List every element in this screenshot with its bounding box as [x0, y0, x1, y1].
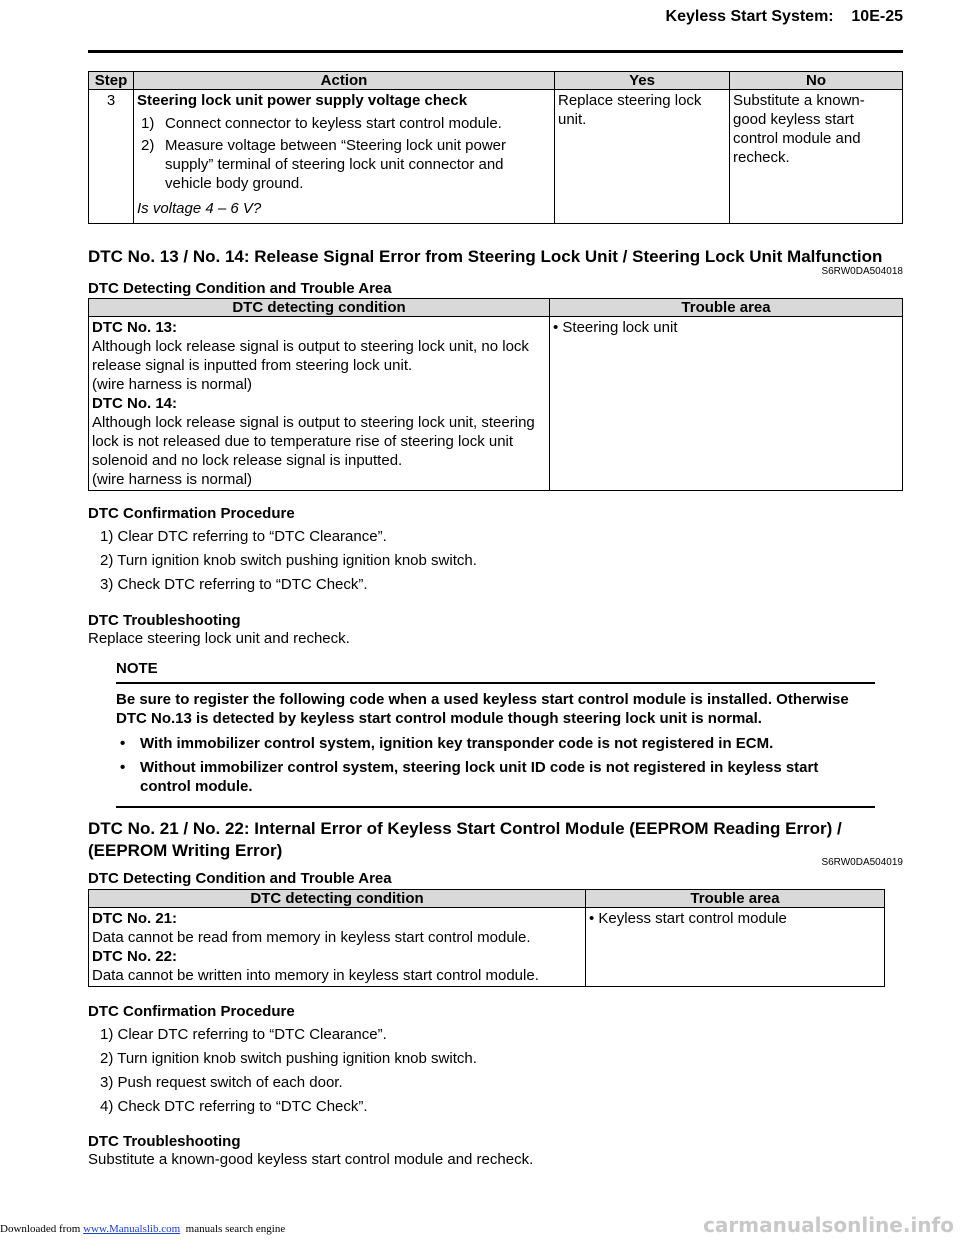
troubleshooting-title: DTC Troubleshooting	[88, 1133, 241, 1150]
step-table	[88, 71, 903, 224]
section-heading-dtc-21-22: DTC No. 21 / No. 22: Internal Error of Keyless Start Control Module (EEPROM Reading Error) / (EEPROM Writing Error)	[88, 819, 842, 860]
condition-cell	[89, 908, 586, 987]
note-box	[116, 659, 875, 808]
table-row	[89, 317, 903, 491]
trouble-area-cell: • Steering lock unit	[550, 317, 903, 491]
no-cell: Substitute a known-good keyless start control module and recheck.	[730, 90, 903, 224]
troubleshooting-text: Replace steering lock unit and recheck.	[88, 630, 350, 647]
column-header-condition: DTC detecting condition	[89, 299, 550, 317]
page-header	[88, 6, 903, 54]
note-intro: Be sure to register the following code when a used keyless start control module is installed. Otherwise DTC No.13 is detected by keyless start control module though steering lock unit is normal.	[116, 691, 849, 727]
list-item: 1) Clear DTC referring to “DTC Clearance”.	[100, 528, 387, 545]
action-steps	[141, 114, 551, 193]
list-item: 2) Measure voltage between “Steering lock unit power supply” terminal of steering lock unit connector and vehicle body ground.	[141, 137, 507, 192]
section-heading-dtc-13-14: DTC No. 13 / No. 14: Release Signal Error from Steering Lock Unit / Steering Lock Unit Malfunction	[88, 247, 883, 266]
column-header-action: Action	[134, 72, 555, 90]
table-row	[89, 908, 885, 987]
page-title: Keyless Start System: 10E-25	[665, 8, 903, 25]
manualslib-link[interactable]: www.Manualslib.com	[83, 1223, 181, 1235]
list-item: 4) Check DTC referring to “DTC Check”.	[100, 1098, 368, 1115]
column-header-yes: Yes	[555, 72, 730, 90]
column-header-trouble-area: Trouble area	[550, 299, 903, 317]
condition-note: (wire harness is normal)	[92, 376, 253, 393]
condition-text: Data cannot be read from memory in keyless start control module.	[92, 929, 531, 946]
watermark-logo: carmanualsonline.info	[703, 1213, 954, 1237]
list-item: • With immobilizer control system, ignition key transponder code is not registered in ECM.	[120, 735, 774, 752]
action-question: Is voltage 4 – 6 V?	[137, 200, 262, 217]
column-header-step: Step	[89, 72, 134, 90]
section-code: S6RW0DA504018	[821, 266, 903, 277]
list-item: 3) Push request switch of each door.	[100, 1074, 343, 1091]
list-item: 1) Clear DTC referring to “DTC Clearance”.	[100, 1026, 387, 1043]
condition-text: Although lock release signal is output to steering lock unit, no lock release signal is inputted from steering lock unit.	[92, 338, 529, 374]
condition-text: Although lock release signal is output to steering lock unit, steering lock is not released due to temperature rise of steering lock unit solenoid and no lock release signal is inputted.	[92, 414, 535, 469]
table-header-row	[89, 299, 903, 317]
yes-cell: Replace steering lock unit.	[555, 90, 730, 224]
sub-heading: DTC Detecting Condition and Trouble Area	[88, 280, 392, 297]
note-label: NOTE	[116, 660, 158, 677]
column-header-no: No	[730, 72, 903, 90]
confirmation-title: DTC Confirmation Procedure	[88, 1003, 295, 1020]
confirmation-title: DTC Confirmation Procedure	[88, 505, 295, 522]
dtc-condition-table	[88, 298, 903, 491]
list-item: 3) Check DTC referring to “DTC Check”.	[100, 576, 368, 593]
dtc-label: DTC No. 21:	[92, 910, 178, 927]
confirmation-steps	[100, 527, 477, 599]
troubleshooting-title: DTC Troubleshooting	[88, 612, 241, 629]
trouble-area-cell: • Keyless start control module	[586, 908, 885, 987]
list-item: 2) Turn ignition knob switch pushing ignition knob switch.	[100, 552, 477, 569]
header-rule	[88, 50, 903, 53]
footer-suffix: manuals search engine	[180, 1223, 286, 1235]
sub-heading: DTC Detecting Condition and Trouble Area	[88, 870, 392, 887]
action-cell	[134, 90, 555, 224]
table-header-row	[89, 890, 885, 908]
condition-note: (wire harness is normal)	[92, 471, 253, 488]
column-header-trouble-area: Trouble area	[586, 890, 885, 908]
note-bottom-rule	[116, 806, 875, 808]
bullet-icon: •	[120, 735, 126, 752]
condition-cell	[89, 317, 550, 491]
note-top-rule	[116, 682, 875, 684]
download-footer	[0, 1222, 285, 1236]
section-code: S6RW0DA504019	[821, 857, 903, 868]
list-item: 2) Turn ignition knob switch pushing ignition knob switch.	[100, 1050, 477, 1067]
dtc-condition-table	[88, 889, 885, 987]
column-header-condition: DTC detecting condition	[89, 890, 586, 908]
confirmation-steps	[100, 1025, 477, 1121]
bullet-icon: •	[120, 759, 126, 776]
list-item: 1) Connect connector to keyless start control module.	[141, 115, 502, 132]
step-table-header-row	[89, 72, 903, 90]
footer-prefix: Downloaded from	[0, 1223, 84, 1235]
table-row	[89, 90, 903, 224]
action-title: Steering lock unit power supply voltage check	[137, 92, 468, 109]
dtc-label: DTC No. 22:	[92, 948, 178, 965]
condition-text: Data cannot be written into memory in keyless start control module.	[92, 967, 539, 984]
step-number: 3	[89, 90, 134, 224]
troubleshooting-text: Substitute a known-good keyless start control module and recheck.	[88, 1151, 534, 1168]
dtc-label: DTC No. 14:	[92, 395, 178, 412]
note-bullets	[116, 734, 875, 796]
dtc-label: DTC No. 13:	[92, 319, 178, 336]
list-item: • Without immobilizer control system, steering lock unit ID code is not registered in keyless start control module.	[120, 759, 819, 795]
